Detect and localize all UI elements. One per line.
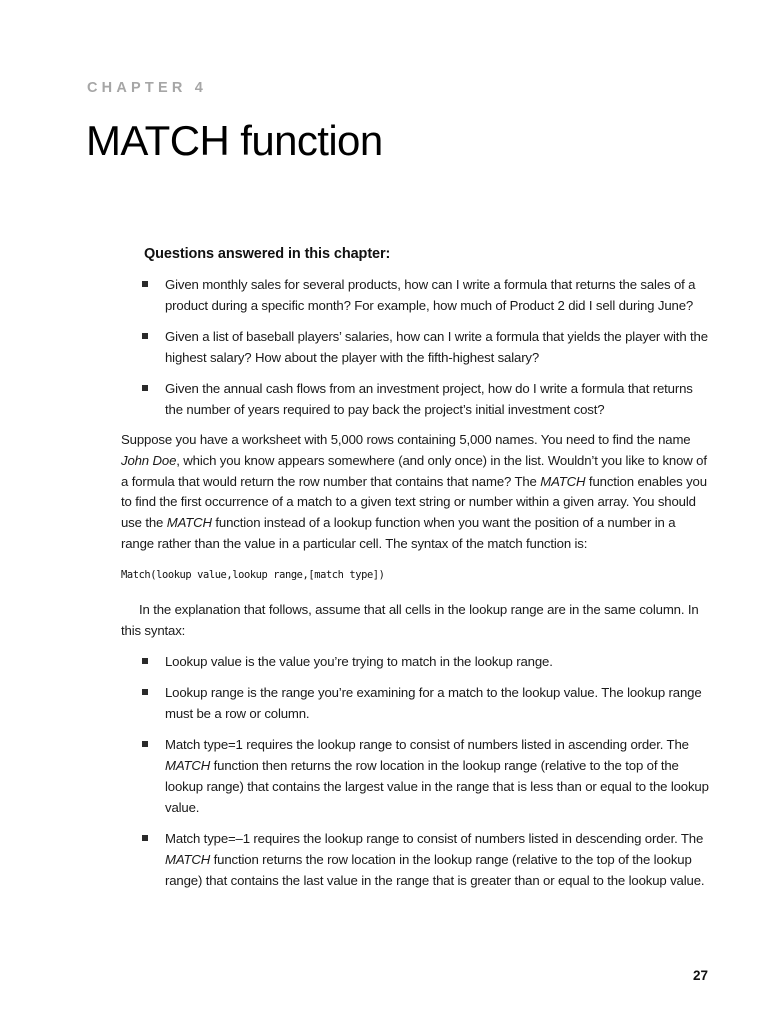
syntax-item-text <box>165 831 704 888</box>
square-bullet-icon <box>142 333 148 339</box>
questions-heading: Questions answered in this chapter: <box>144 246 391 262</box>
syntax-item-text: Lookup range is the range you’re examining for a match to the lookup value. The lookup range must be a row or column. <box>165 685 702 721</box>
explanation-paragraph: In the explanation that follows, assume that all cells in the lookup range are in the same column. In this syntax: <box>121 602 699 638</box>
syntax-item-match-type-1 <box>142 734 712 818</box>
function-name: MATCH <box>540 473 586 489</box>
syntax-item-text-part: Match type=1 requires the lookup range to consist of numbers listed in ascending order. The <box>165 737 689 752</box>
function-name: MATCH <box>166 515 212 531</box>
syntax-item-text: Lookup value is the value you’re trying to match in the lookup range. <box>165 654 553 669</box>
chapter-title: MATCH function <box>86 117 383 164</box>
square-bullet-icon <box>142 689 148 695</box>
square-bullet-icon <box>142 281 148 287</box>
syntax-item-lookup-value <box>142 651 712 672</box>
intro-text: Suppose you have a worksheet with 5,000 rows containing 5,000 names. You need to find the name <box>121 432 691 447</box>
square-bullet-icon <box>142 658 148 664</box>
syntax-item-text-part: Match type=–1 requires the lookup range to consist of numbers listed in descending order. The <box>165 831 704 846</box>
chapter-label: CHAPTER 4 <box>87 80 207 96</box>
syntax-list <box>142 651 712 901</box>
intro-paragraph <box>121 430 711 555</box>
square-bullet-icon <box>142 741 148 747</box>
question-item <box>142 274 712 316</box>
intro-text: function enables you to find the first occurrence of a match to a given text string or number within a given array. You should use the <box>121 473 707 531</box>
question-item <box>142 326 712 368</box>
syntax-item-match-type-neg1 <box>142 828 712 891</box>
question-item <box>142 378 712 420</box>
function-name: MATCH <box>165 852 211 867</box>
syntax-item-text <box>165 737 709 815</box>
intro-text: function instead of a lookup function when you want the position of a number in a range rather than the value in a particular cell. The syntax of the match function is: <box>121 515 676 551</box>
syntax-item-text-part: function returns the row location in the lookup range (relative to the top of the lookup range) that contains the last value in the range that is greater than or equal to the lookup value. <box>165 852 705 888</box>
page-number: 27 <box>692 968 708 983</box>
intro-text: , which you know appears somewhere (and only once) in the list. Wouldn’t you like to know of a formula that would return the row number that contains that name? The <box>121 452 707 489</box>
question-text: Given monthly sales for several products, how can I write a formula that returns the sales of a product during a specific month? For example, how much of Product 2 did I sell during June? <box>165 277 696 313</box>
syntax-item-text-part: function then returns the row location in the lookup range (relative to the top of the lookup range) that contains the largest value in the range that is less than or equal to the lookup value. <box>165 758 709 815</box>
function-name: MATCH <box>165 758 211 773</box>
example-name: John Doe <box>121 452 177 468</box>
questions-list <box>142 274 712 430</box>
square-bullet-icon <box>142 385 148 391</box>
question-text: Given a list of baseball players’ salaries, how can I write a formula that yields the player with the highest salary? How about the player with the fifth-highest salary? <box>165 329 708 365</box>
question-text: Given the annual cash flows from an investment project, how do I write a formula that returns the number of years required to pay back the project’s initial investment cost? <box>165 381 693 417</box>
square-bullet-icon <box>142 835 148 841</box>
syntax-item-lookup-range <box>142 682 712 724</box>
syntax-code: Match(lookup value,lookup range,[match type]) <box>121 569 385 581</box>
